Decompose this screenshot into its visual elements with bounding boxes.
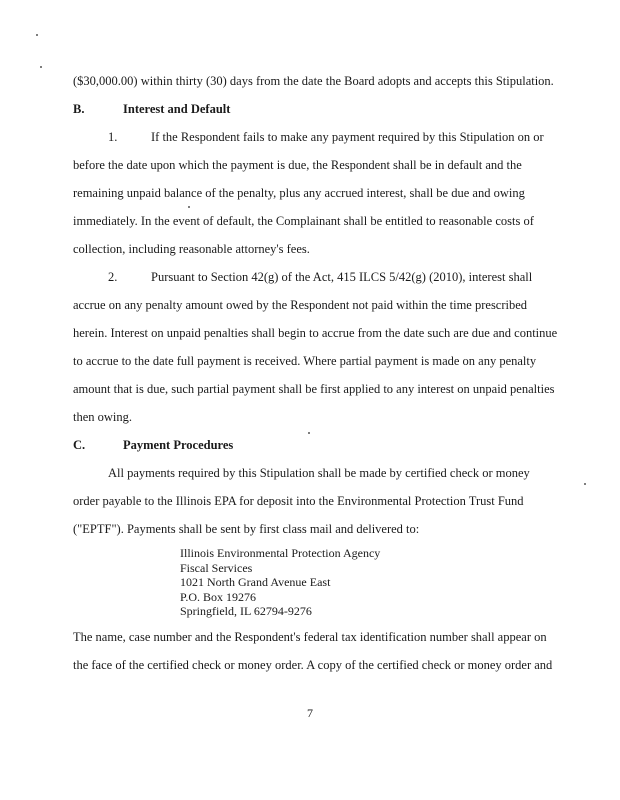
section-title: Interest and Default bbox=[123, 102, 231, 116]
scan-speck bbox=[36, 34, 38, 36]
scan-speck bbox=[584, 483, 586, 485]
paragraph-text: If the Respondent fails to make any payment required by this Stipulation on or bbox=[151, 130, 544, 144]
scan-speck bbox=[40, 66, 42, 68]
text-line: accrue on any penalty amount owed by the Respondent not paid within the time prescribed bbox=[73, 298, 528, 312]
text-line: before the date upon which the payment is due, the Respondent shall be in default and the bbox=[73, 158, 522, 172]
section-heading-b bbox=[73, 102, 230, 116]
address-line: Illinois Environmental Protection Agency bbox=[180, 546, 381, 560]
paragraph-1-first-line bbox=[108, 130, 544, 144]
mailing-address bbox=[180, 546, 380, 619]
paragraph-number: 2. bbox=[108, 270, 118, 284]
text-line: the face of the certified check or money order. A copy of the certified check or money order and bbox=[73, 658, 553, 672]
text-line: then owing. bbox=[73, 410, 133, 424]
section-letter: B. bbox=[73, 102, 85, 116]
paragraph-2-first-line bbox=[108, 270, 532, 284]
text-line: order payable to the Illinois EPA for deposit into the Environmental Protection Trust Fund bbox=[73, 494, 524, 508]
payments-first-line: All payments required by this Stipulation shall be made by certified check or money bbox=[108, 466, 530, 480]
scan-speck bbox=[188, 206, 190, 208]
scan-speck bbox=[308, 432, 310, 434]
text-line: to accrue to the date full payment is received. Where partial payment is made on any penalty bbox=[73, 354, 537, 368]
page-number: 7 bbox=[307, 706, 313, 720]
address-line: Springfield, IL 62794-9276 bbox=[180, 604, 312, 618]
section-heading-c bbox=[73, 438, 233, 452]
text-line: The name, case number and the Respondent's federal tax identification number shall appear on bbox=[73, 630, 547, 644]
paragraph-number: 1. bbox=[108, 130, 118, 144]
text-line: remaining unpaid balance of the penalty, plus any accrued interest, shall be due and owing bbox=[73, 186, 525, 200]
text-line: collection, including reasonable attorney's fees. bbox=[73, 242, 310, 256]
paragraph-text: Pursuant to Section 42(g) of the Act, 415 ILCS 5/42(g) (2010), interest shall bbox=[151, 270, 533, 284]
section-title: Payment Procedures bbox=[123, 438, 234, 452]
text-line: ("EPTF"). Payments shall be sent by first class mail and delivered to: bbox=[73, 522, 420, 536]
text-line: herein. Interest on unpaid penalties shall begin to accrue from the date such are due and continue bbox=[73, 326, 558, 340]
text-line: amount that is due, such partial payment shall be first applied to any interest on unpaid penalties bbox=[73, 382, 555, 396]
text-line: ($30,000.00) within thirty (30) days from the date the Board adopts and accepts this Stipulation. bbox=[73, 74, 554, 88]
address-line: Fiscal Services bbox=[180, 560, 253, 575]
section-letter: C. bbox=[73, 438, 86, 452]
text-line: immediately. In the event of default, the Complainant shall be entitled to reasonable costs of bbox=[73, 214, 534, 228]
address-line: 1021 North Grand Avenue East bbox=[180, 575, 331, 589]
address-line: P.O. Box 19276 bbox=[180, 589, 257, 604]
